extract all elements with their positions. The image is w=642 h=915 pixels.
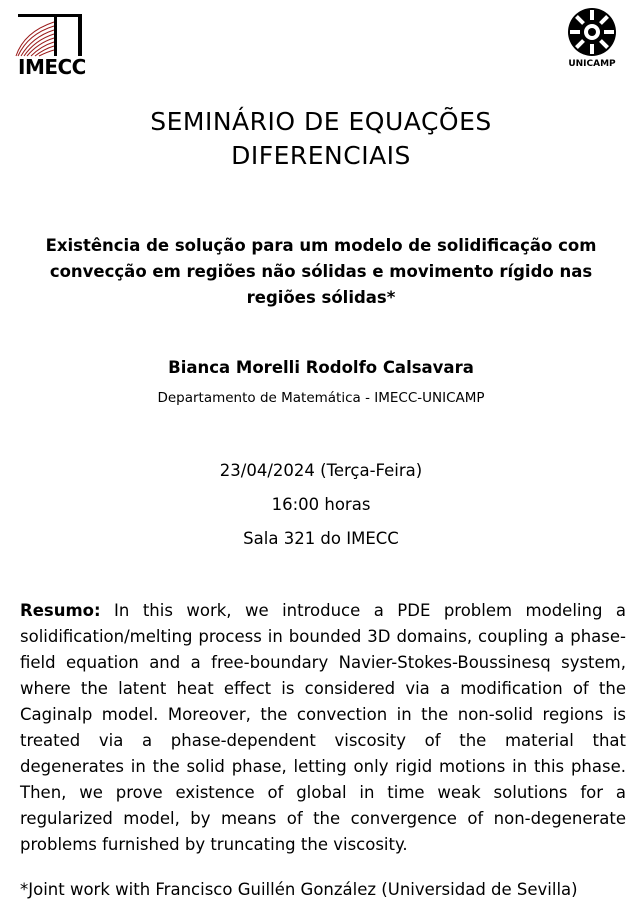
footnote: *Joint work with Francisco Guillén González (Universidad de Sevilla) bbox=[20, 880, 578, 899]
event-time: 16:00 horas bbox=[271, 495, 371, 514]
seminar-title: SEMINÁRIO DE EQUAÇÕES DIFERENCIAIS bbox=[150, 107, 492, 170]
imecc-logo-text: IMECC bbox=[18, 55, 86, 79]
unicamp-logo-text: UNICAMP bbox=[568, 59, 616, 69]
speaker-department: Departamento de Matemática - IMECC-UNICAMP bbox=[157, 390, 485, 406]
imecc-logo-graphic bbox=[14, 12, 92, 58]
abstract-label: Resumo: bbox=[20, 601, 101, 620]
event-details bbox=[30, 454, 612, 556]
abstract bbox=[20, 598, 626, 858]
event-date: 23/04/2024 (Terça-Feira) bbox=[219, 461, 423, 480]
talk-title: Existência de solução para um modelo de solidificação com convecção em regiões não sólidas e movimento rígido nas regiões sólidas* bbox=[45, 236, 597, 307]
imecc-logo bbox=[14, 12, 92, 78]
unicamp-logo-graphic bbox=[556, 6, 628, 58]
unicamp-logo bbox=[556, 6, 628, 74]
event-room: Sala 321 do IMECC bbox=[243, 529, 399, 548]
abstract-text: In this work, we introduce a PDE problem modeling a solidification/melting process in bounded 3D domains, coupling a phase-field equation and a free-boundary Navier-Stokes-Boussinesq system, where the latent heat effect is considered via a modification of the Caginalp model. Moreover, the convection in the non-solid regions is treated via a phase-dependent viscosity of the material that degenerates in the solid phase, letting only rigid motions in this phase. Then, we prove existence of global in time weak solutions for a regularized model, by means of the convergence of non-degenerate problems furnished by truncating the viscosity. bbox=[20, 601, 626, 854]
speaker-name: Bianca Morelli Rodolfo Calsavara bbox=[168, 358, 474, 377]
